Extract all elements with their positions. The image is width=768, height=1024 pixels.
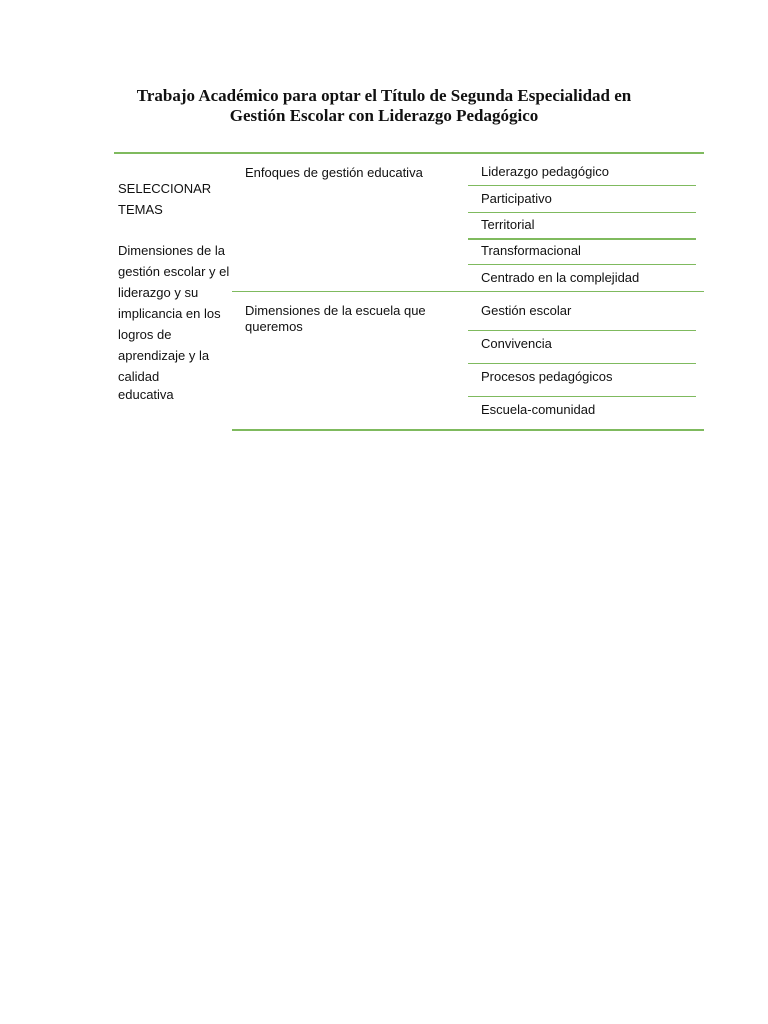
- group-1-rule-1: [468, 185, 696, 186]
- group-1-item-1: Liderazgo pedagógico: [481, 164, 609, 179]
- group-2-label: Dimensiones de la escuela que queremos: [245, 303, 426, 334]
- group-1-item-5: Centrado en la complejidad: [481, 270, 640, 285]
- left-cell-heading: SELECCIONAR TEMAS: [118, 181, 212, 217]
- group-1-item-4: Transformacional: [481, 243, 581, 258]
- group-2-item-1: Gestión escolar: [481, 303, 572, 318]
- page-title-line-2: Gestión Escolar con Liderazgo Pedagógico: [229, 106, 539, 125]
- group-2-item-3: Procesos pedagógicos: [481, 369, 613, 384]
- table-left-cell: [118, 178, 230, 402]
- group-2-rule-3: [468, 396, 696, 397]
- page-title-line-1: Trabajo Académico para optar el Título de Segunda Especialidad en: [136, 86, 632, 105]
- left-cell-description-main: Dimensiones de la gestión escolar y el liderazgo y su implicancia en los logros de aprendizaje y la calidad: [118, 243, 230, 384]
- group-1-item-2: Participativo: [481, 191, 552, 206]
- group-2-item-2: Convivencia: [481, 336, 552, 351]
- group-divider-rule: [232, 291, 704, 292]
- group-1-item-3: Territorial: [481, 217, 535, 232]
- group-1-rule-4: [468, 264, 696, 265]
- table-bottom-rule: [232, 429, 704, 431]
- table-top-rule: [114, 152, 704, 154]
- group-2-item-4: Escuela-comunidad: [481, 402, 596, 417]
- left-cell-description: [118, 240, 230, 402]
- group-2-rule-2: [468, 363, 696, 364]
- left-cell-description-tail: educativa: [118, 387, 174, 402]
- group-1-rule-2: [468, 212, 696, 213]
- group-1-rule-3: [468, 238, 696, 240]
- page-title: [100, 86, 668, 126]
- group-2-rule-1: [468, 330, 696, 331]
- group-1-label: Enfoques de gestión educativa: [245, 165, 423, 180]
